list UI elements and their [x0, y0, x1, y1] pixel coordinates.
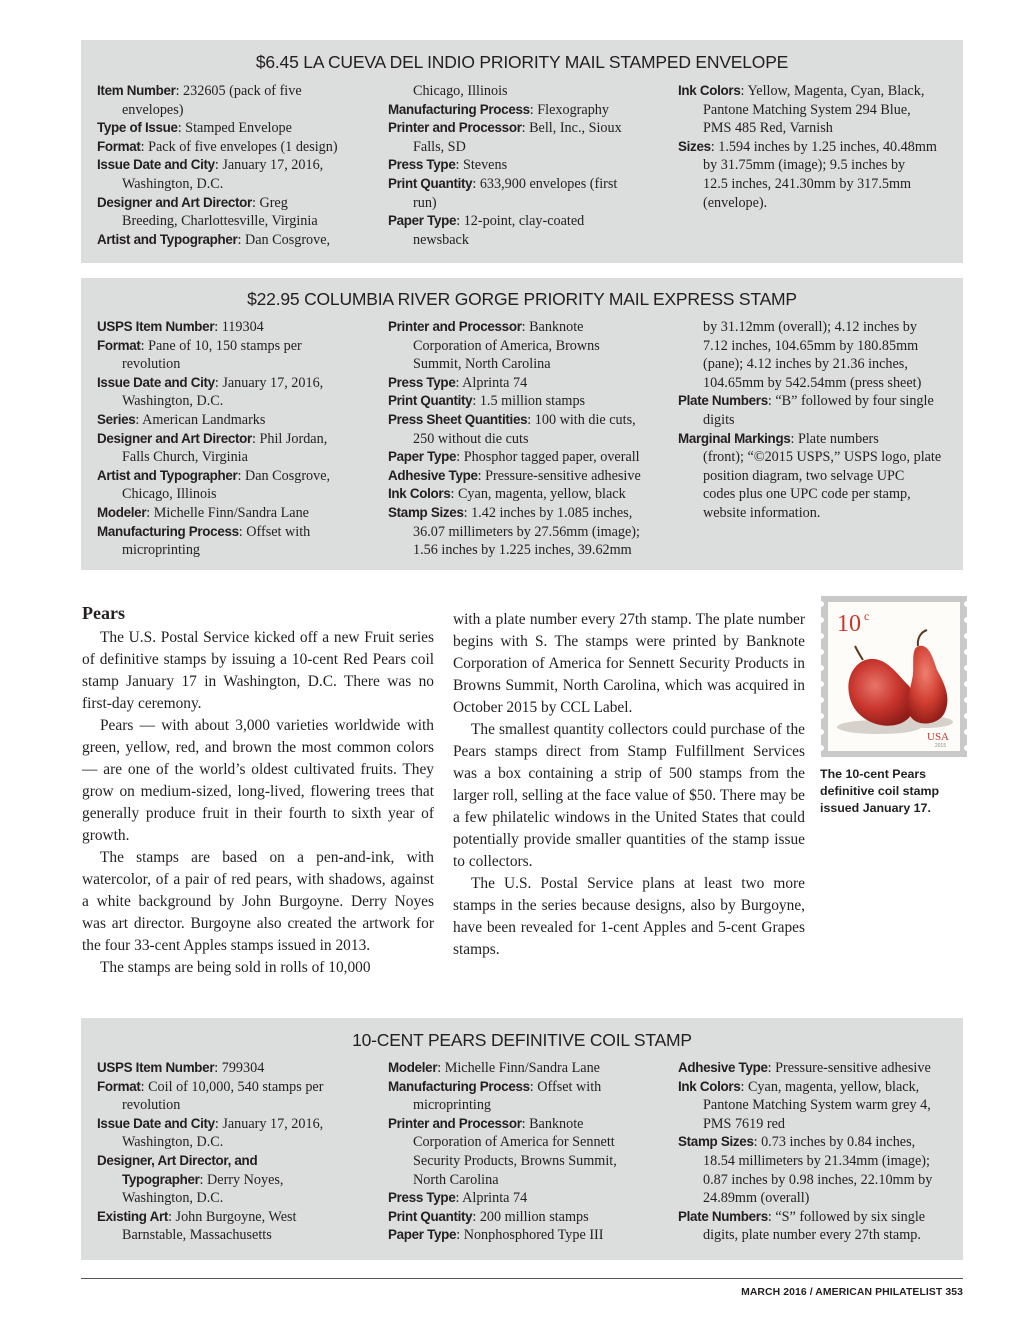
article-heading: Pears [82, 603, 125, 623]
sizes-entry: Sizes: 1.594 inches by 1.25 inches, 40.48mm [678, 138, 937, 155]
format-entry: Format: Pack of five envelopes (1 design) [97, 138, 338, 155]
article-col-2 [453, 609, 805, 961]
envelope-col-3: Ink Colors: Yellow, Magenta, Cyan, Black, Pantone Matching System 294 Blue, PMS 485 Red, Varnish Sizes: 1.594 inches by 1.25 inches, 40.48mm by 31.75mm (image); 9.5 inches by 12.5 inches, 241.30mm by 317.5mm (envelope). [678, 82, 963, 212]
article-paragraph: The stamps are being sold in rolls of 10,000 [100, 959, 371, 976]
article-col-1 [82, 601, 434, 979]
stamp-cents: c [864, 609, 870, 623]
article-paragraph: The smallest quantity collectors could purchase of the Pears stamps direct from Stamp Fulfillment Services was a box containing a strip of 500 stamps from the larger roll, selling at the face value of $50. There may be a few philatelic windows in the United States that could potentially provide smaller quantities of the stamp issue to collectors. [453, 721, 805, 870]
express-title: $22.95 COLUMBIA RIVER GORGE PRIORITY MAIL EXPRESS STAMP [247, 289, 797, 309]
press-entry: Press Type: Stevens [388, 157, 508, 174]
item-number-entry: Item Number: 232605 (pack of five [97, 83, 302, 99]
pears-title: 10-CENT PEARS DEFINITIVE COIL STAMP [352, 1030, 692, 1050]
mfg-entry: Manufacturing Process: Flexography [388, 101, 609, 118]
envelope-col-2: Chicago, Illinois Manufacturing Process: Flexography Printer and Processor: Bell, Inc., Sioux Falls, SD Press Type: Stevens Print Quantity: 633,900 envelopes (first run) Paper Type: 12-point, clay-coated newsback [388, 82, 666, 249]
stamp-illustration [819, 594, 969, 759]
article-paragraph: with a plate number every 27th stamp. The plate number begins with S. The stamps were printed by Banknote Corporation of America for Sennett Security Products in Browns Summit, North Carolina, which was acquired in October 2015 by CCL Label. [453, 611, 805, 716]
designer-entry: Designer and Art Director: Greg [97, 194, 288, 211]
article-paragraph: The U.S. Postal Service kicked off a new Fruit series of definitive stamps by issuing a 10-cent Red Pears coil stamp January 17 in Washington, D.C. There was no first-day ceremony. [82, 629, 434, 712]
type-entry: Type of Issue: Stamped Envelope [97, 120, 292, 137]
pears-col-2: Modeler: Michelle Finn/Sandra Lane Manufacturing Process: Offset with microprinting Printer and Processor: Banknote Corporation of America for Sennett Security Products, Browns Summit, North Carolina Press Type: Alprinta 74 Print Quantity: 200 million stamps Paper Type: Nonphosphored Type III [388, 1060, 617, 1244]
stamp-caption: The 10-cent Pears definitive coil stamp issued January 17. [820, 767, 940, 815]
paper-entry: Paper Type: 12-point, clay-coated [388, 213, 585, 230]
stamp-country: USA [927, 731, 950, 743]
pears-stamp-image [819, 594, 969, 759]
article-paragraph: Pears — with about 3,000 varieties worldwide with green, yellow, red, and brown the most common colors — are one of the world’s oldest cultivated fruits. They grow on medium-sized, long-lived, flowering trees that generally produce fruit in their fourth to sixth year of growth. [82, 717, 434, 844]
page-footer: MARCH 2016 / AMERICAN PHILATELIST 353 [741, 1287, 963, 1298]
ink-entry: Ink Colors: Yellow, Magenta, Cyan, Black, [678, 83, 925, 99]
envelope-col-1: Item Number: 232605 (pack of five envelopes) Type of Issue: Stamped Envelope Format: Pack of five envelopes (1 design) Issue Date and City: January 17, 2016, Washington, D.C. Designer and Art Director: Greg Breeding, Charlottesville, Virginia Artist and Typographer: Dan Cosgrove, [97, 82, 375, 249]
envelope-title: $6.45 LA CUEVA DEL INDIO PRIORITY MAIL STAMPED ENVELOPE [255, 52, 789, 72]
express-col-3: by 31.12mm (overall); 4.12 inches by 7.12 inches, 104.65mm by 180.85mm (pane); 4.12 inches by 21.36 inches, 104.65mm by 542.54mm (press sheet) Plate Numbers: “B” followed by four single digits Marginal Markings: Plate numbers (front); “©2015 USPS,” USPS logo, plate position diagram, two selvage UPC codes plus one UPC code per stamp, website information. [678, 319, 942, 521]
stamp-year: 2015 [935, 743, 947, 749]
pears-col-3: Adhesive Type: Pressure-sensitive adhesive Ink Colors: Cyan, magenta, yellow, black, Pantone Matching System warm grey 4, PMS 7619 red Stamp Sizes: 0.73 inches by 0.84 inches, 18.54 millimeters by 21.34mm (image); 0.87 inches by 0.98 inches, 22.10mm by 24.89mm (overall) Plate Numbers: “S” followed by six single digits, plate number every 27th stamp. [678, 1060, 933, 1244]
envelope-info-box [81, 40, 963, 263]
express-info-box [81, 278, 963, 570]
pears-col-1: USPS Item Number: 799304 Format: Coil of 10,000, 540 stamps per revolution Issue Date and City: January 17, 2016, Washington, D.C. Designer, Art Director, and Typographer: Derry Noyes, Washington, D.C. Existing Art: John Burgoyne, West Barnstable, Massachusetts [97, 1060, 324, 1244]
issue-entry: Issue Date and City: January 17, 2016, [97, 157, 324, 174]
article-paragraph: The stamps are based on a pen-and-ink, with watercolor, of a pair of red pears, with shadows, against a white background by John Burgoyne. Derry Noyes was art director. Burgoyne also created the artwork for the four 33-cent Apples stamps issued in 2013. [82, 849, 434, 954]
express-col-1: USPS Item Number: 119304 Format: Pane of 10, 150 stamps per revolution Issue Date and City: January 17, 2016, Washington, D.C. Series: American Landmarks Designer and Art Director: Phil Jordan, Falls Church, Virginia Artist and Typographer: Dan Cosgrove, Chicago, Illinois Modeler: Michelle Finn/Sandra Lane Manufacturing Process: Offset with microprinting [97, 319, 331, 559]
article-paragraph: The U.S. Postal Service plans at least two more stamps in the series because designs, also by Burgoyne, have been revealed for 1-cent Apples and 5-cent Grapes stamps. [453, 875, 805, 958]
stamp-denomination: 10 [837, 611, 861, 637]
footer-divider [81, 1278, 963, 1279]
artist-entry: Artist and Typographer: Dan Cosgrove, [97, 231, 331, 248]
quantity-entry: Print Quantity: 633,900 envelopes (first [388, 175, 618, 192]
express-col-2: Printer and Processor: Banknote Corporation of America, Browns Summit, North Carolina Press Type: Alprinta 74 Print Quantity: 1.5 million stamps Press Sheet Quantities: 100 with die cuts, 250 without die cuts Paper Type: Phosphor tagged paper, overall Adhesive Type: Pressure-sensitive adhesive Ink Colors: Cyan, magenta, yellow, black Stamp Sizes: 1.42 inches by 1.085 inches, 36.07 millimeters by 27.56mm (image); 1.56 inches by 1.225 inches, 39.62mm [388, 319, 641, 559]
printer-entry: Printer and Processor: Bell, Inc., Sioux [388, 120, 622, 137]
pears-info-box [81, 1018, 963, 1260]
